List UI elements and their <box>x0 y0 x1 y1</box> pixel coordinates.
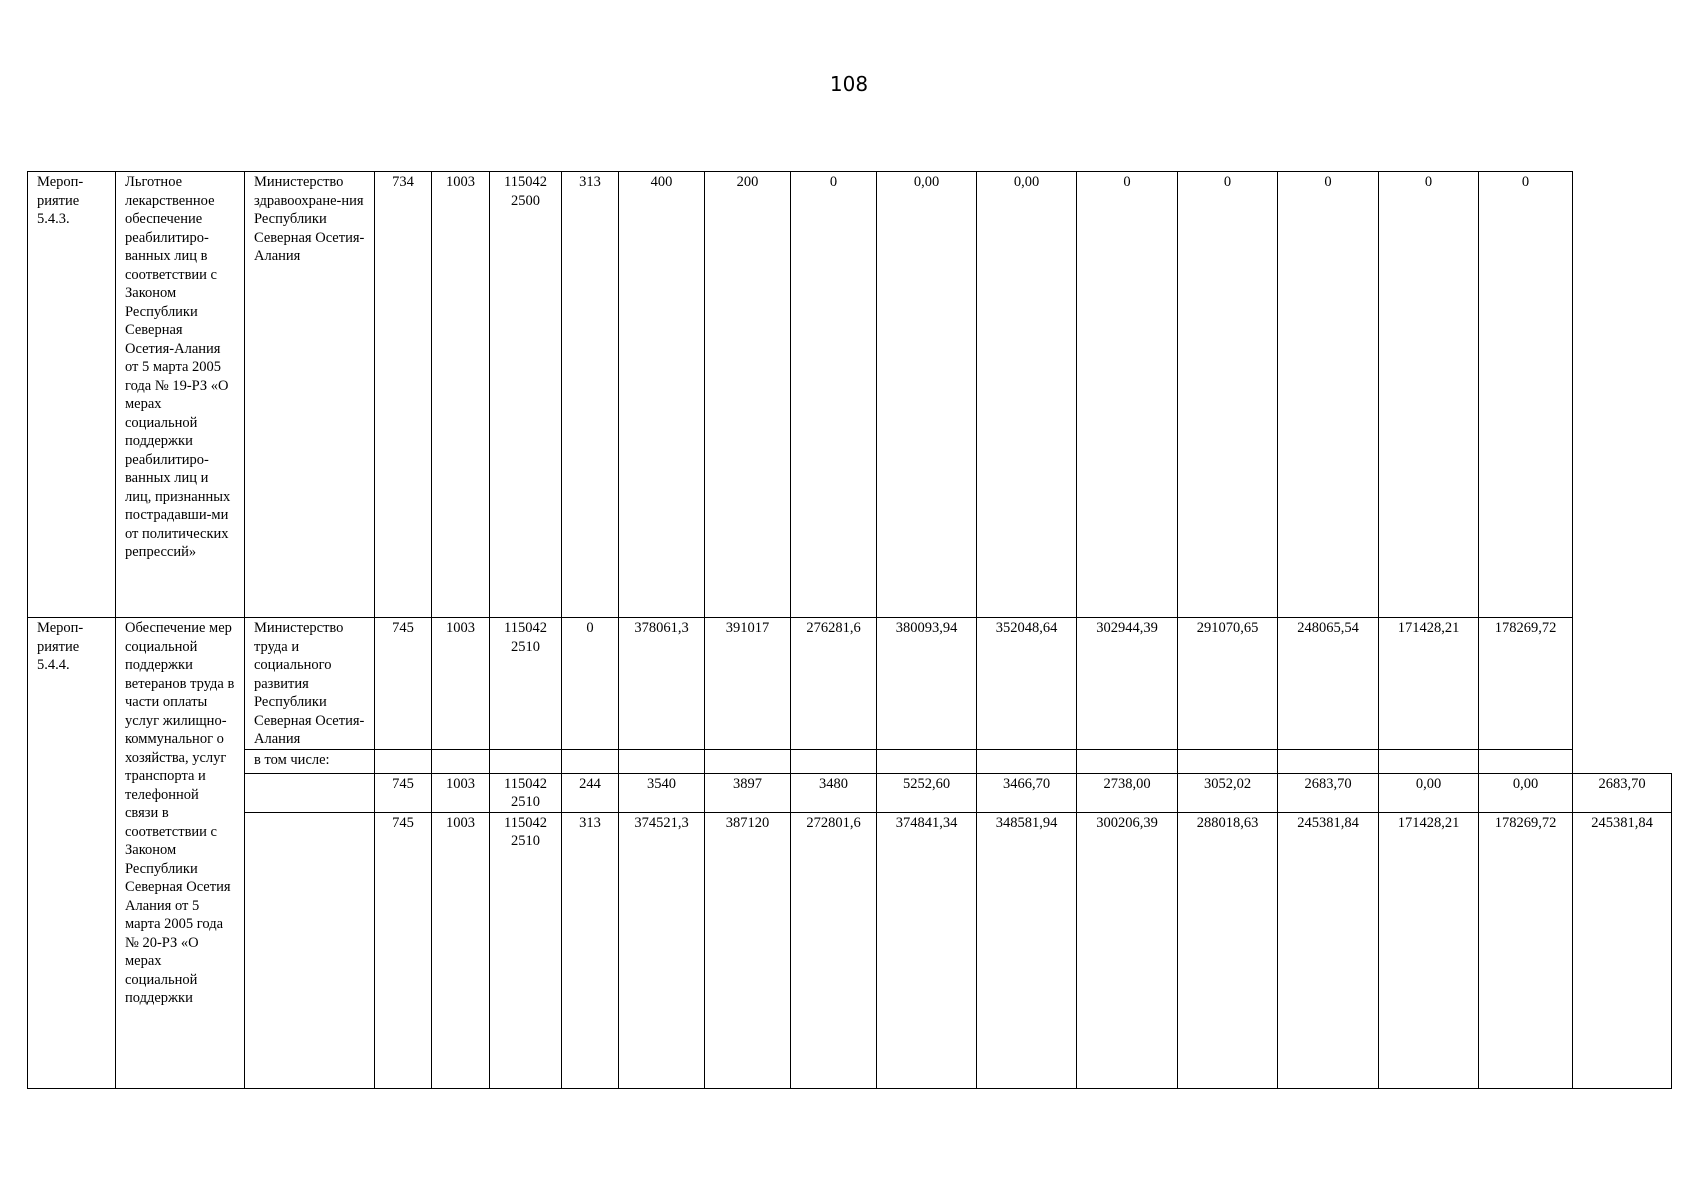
value-cell: 0 <box>562 618 619 750</box>
including-label: в том числе: <box>245 749 375 773</box>
empty-cell <box>562 749 619 773</box>
value-cell: 0 <box>791 172 877 618</box>
value-cell: 348581,94 <box>977 812 1077 1088</box>
empty-cell <box>490 749 562 773</box>
empty-cell <box>977 749 1077 773</box>
value-cell: 245381,84 <box>1278 812 1379 1088</box>
empty-cell <box>1479 749 1573 773</box>
value-cell: 5252,60 <box>877 773 977 812</box>
value-cell: 0,00 <box>1479 773 1573 812</box>
value-cell: 244 <box>562 773 619 812</box>
empty-cell <box>1178 749 1278 773</box>
value-cell: 734 <box>375 172 432 618</box>
value-cell: 3897 <box>705 773 791 812</box>
value-cell: 115042 2500 <box>490 172 562 618</box>
value-cell: 313 <box>562 812 619 1088</box>
value-cell: 387120 <box>705 812 791 1088</box>
empty-cell <box>791 749 877 773</box>
value-cell: 288018,63 <box>1178 812 1278 1088</box>
value-cell: 0 <box>1178 172 1278 618</box>
value-cell: 1003 <box>432 172 490 618</box>
value-cell: 400 <box>619 172 705 618</box>
value-cell: 248065,54 <box>1278 618 1379 750</box>
page-number: 108 <box>829 72 869 96</box>
empty-cell <box>877 749 977 773</box>
value-cell: 380093,94 <box>877 618 977 750</box>
value-cell: 245381,84 <box>1573 812 1672 1088</box>
measure-description: Обеспечение мер социальной поддержки ветеранов труда в части оплаты услуг жилищно-коммунальног о хозяйства, услуг транспорта и телефонной связи в соответствии с Законом Республики Северная Осетия Алания от 5 марта 2005 года № 20-РЗ «О мерах социальной поддержки <box>116 618 245 1089</box>
value-cell: 178269,72 <box>1479 618 1573 750</box>
value-cell: 1003 <box>432 812 490 1088</box>
empty-cell <box>705 749 791 773</box>
value-cell: 3480 <box>791 773 877 812</box>
empty-cell <box>1379 749 1479 773</box>
value-cell: 115042 2510 <box>490 773 562 812</box>
value-cell: 2683,70 <box>1278 773 1379 812</box>
empty-cell <box>619 749 705 773</box>
value-cell: 115042 2510 <box>490 812 562 1088</box>
value-cell: 391017 <box>705 618 791 750</box>
value-cell: 0 <box>1077 172 1178 618</box>
empty-cell <box>375 749 432 773</box>
executor: Министерство здравоохране-ния Республики Северная Осетия-Алания <box>245 172 375 618</box>
table-row-sub-313 <box>28 812 1672 1088</box>
value-cell: 3052,02 <box>1178 773 1278 812</box>
value-cell: 745 <box>375 812 432 1088</box>
value-cell: 200 <box>705 172 791 618</box>
value-cell: 2738,00 <box>1077 773 1178 812</box>
value-cell: 3466,70 <box>977 773 1077 812</box>
empty-cell <box>1278 749 1379 773</box>
value-cell: 0 <box>1379 172 1479 618</box>
value-cell: 378061,3 <box>619 618 705 750</box>
table-row-including <box>28 749 1672 773</box>
value-cell: 0,00 <box>1379 773 1479 812</box>
value-cell: 0,00 <box>977 172 1077 618</box>
executor: Министерство труда и социального развития Республики Северная Осетия-Алания <box>245 618 375 750</box>
measure-number: Мероп- риятие 5.4.4. <box>28 618 116 1089</box>
value-cell: 0,00 <box>877 172 977 618</box>
value-cell: 0 <box>1278 172 1379 618</box>
value-cell: 374841,34 <box>877 812 977 1088</box>
value-cell: 1003 <box>432 773 490 812</box>
value-cell: 374521,3 <box>619 812 705 1088</box>
value-cell: 2683,70 <box>1573 773 1672 812</box>
value-cell: 3540 <box>619 773 705 812</box>
value-cell: 171428,21 <box>1379 812 1479 1088</box>
table-row-sub-244 <box>28 773 1672 812</box>
value-cell: 276281,6 <box>791 618 877 750</box>
value-cell: 300206,39 <box>1077 812 1178 1088</box>
empty-cell <box>245 773 375 812</box>
table-row-measure-543 <box>28 172 1672 618</box>
value-cell: 178269,72 <box>1479 812 1573 1088</box>
value-cell: 171428,21 <box>1379 618 1479 750</box>
measure-number: Мероп- риятие 5.4.3. <box>28 172 116 618</box>
empty-cell <box>432 749 490 773</box>
value-cell: 1003 <box>432 618 490 750</box>
empty-cell <box>1077 749 1178 773</box>
value-cell: 0 <box>1479 172 1573 618</box>
empty-cell <box>245 812 375 1088</box>
table-row-measure-544 <box>28 618 1672 750</box>
value-cell: 291070,65 <box>1178 618 1278 750</box>
measure-description: Льготное лекарственное обеспечение реабилитиро-ванных лиц в соответствии с Законом Республики Северная Осетия-Алания от 5 марта 2005 года № 19-РЗ «О мерах социальной поддержки реабилитиро-ванных лиц и лиц, признанных пострадавши-ми от политических репрессий» <box>116 172 245 618</box>
value-cell: 745 <box>375 618 432 750</box>
budget-table <box>27 171 1672 1089</box>
value-cell: 352048,64 <box>977 618 1077 750</box>
value-cell: 302944,39 <box>1077 618 1178 750</box>
value-cell: 745 <box>375 773 432 812</box>
value-cell: 313 <box>562 172 619 618</box>
value-cell: 115042 2510 <box>490 618 562 750</box>
value-cell: 272801,6 <box>791 812 877 1088</box>
